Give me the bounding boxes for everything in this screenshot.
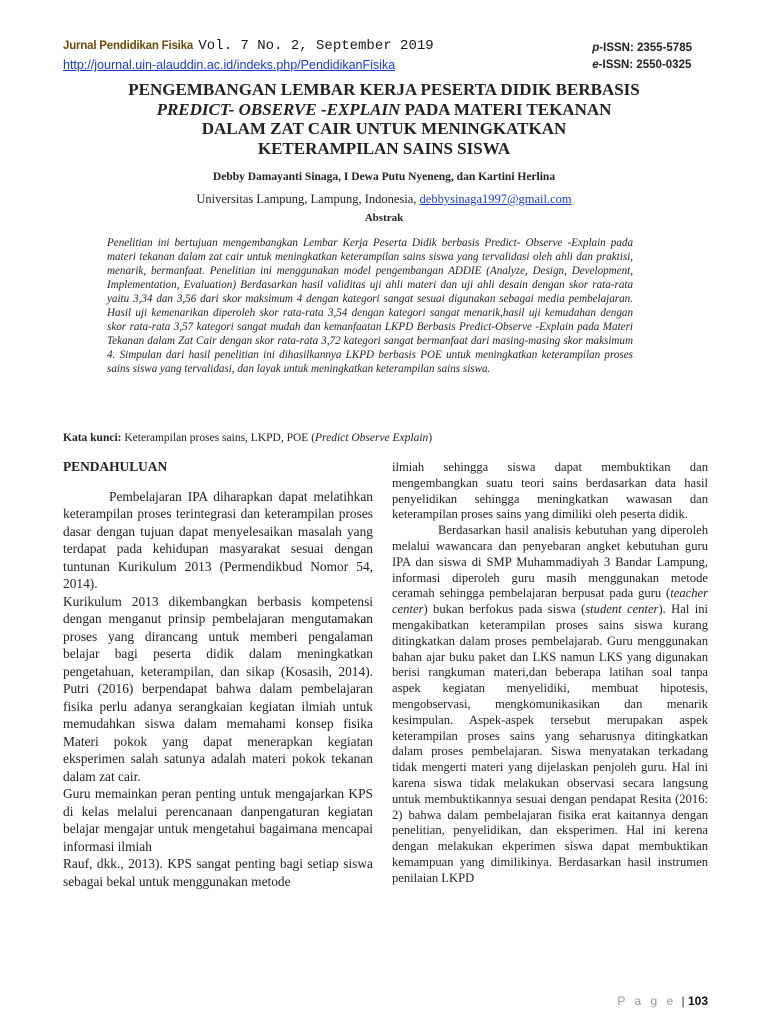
paragraph: Kurikulum 2013 dikembangkan berbasis kompetensi dengan menganut prinsip pembelajaran mengutamakan proses yang dirancang untuk memberi pengalaman belajar bagi peserta didik dalam meningkatkan pengetahuan, keterampilan, dan sikap (Kosasih, 2014). Putri (2016) berpendapat bahwa dalam pembelajaran fisika perlu adanya serangkaian kegiatan ilmiah untuk memudahkan siswa dalam memahami konsep fisika Materi pokok yang dapat menerapkan kegiatan eksperimen salah satunya adalah materi pokok tekanan dalam zat cair. (63, 593, 373, 784)
title-line-2: PREDICT- OBSERVE -EXPLAIN PADA MATERI TEKANAN (156, 99, 612, 119)
page-footer (617, 994, 708, 1008)
affiliation: Universitas Lampung, Lampung, Indonesia, debbysinaga1997@gmail.com (196, 192, 572, 206)
journal-header (63, 37, 434, 74)
journal-volume: Vol. 7 No. 2, September 2019 (198, 38, 434, 54)
title-line-3: DALAM ZAT CAIR UNTUK MENINGKATKAN (201, 119, 567, 138)
abstract-text: Penelitian ini bertujuan mengembangkan Lembar Kerja Peserta Didik berbasis Predict- Observe -Explain pada materi tekanan dalam zat cair untuk meningkatkan keterampilan sains siswa yang tervalidasi oleh ahli dan praktisi, menarik, bermanfaat. Penelitian ini menggunakan model pengembangan ADDIE (Analyze, Design, Development, Implementation, Evaluation) Berdasarkan hasil validitas uji ahli materi dan uji ahli desain dengan skor rata-rata yaitu 3,34 dan 3,56 dari skor maksimum 4 dengan kategori sangat sesuai digunakan sebagai media pembelajaran. Hasil uji kemenarikan diperoleh skor rata-rata 3,54 dengan kategori sangat menarik,hasil uji kemudahan dengan skor rata-rata 3,57 kategori sangat mudah dan kemanfaatan LKPD Berbasis Predict-Observe -Explain pada Materi Tekanan dalam Zat Cair dengan skor rata-rata 3,72 kategori sangat bermanfaat dari masing-masing skor maksimum 4. Simpulan dari hasil penelitian ini dihasilkannya LKPD berbasis POE untuk meningkatkan keterampilan proses sains siswa yang tervalidasi, dan layak untuk meningkatkan keterampilan sains siswa. (107, 237, 633, 375)
issn-block (592, 40, 692, 74)
paragraph: Guru memainkan peran penting untuk mengajarkan KPS di kelas melalui perencanaan danpengaturan kegiatan belajar mengajar untuk mengetahui bagaimana mencapai informasi ilmiah (63, 786, 373, 854)
e-issn: e-ISSN: 2550-0325 (592, 59, 692, 71)
authors: Debby Damayanti Sinaga, I Dewa Putu Nyeneng, dan Kartini Herlina (212, 171, 556, 183)
paper-title (60, 80, 708, 158)
left-column (63, 458, 373, 890)
abstract-heading: Abstrak (364, 212, 404, 224)
paragraph: Pembelajaran IPA diharapkan dapat melatihkan keterampilan proses terintegrasi dan keterampilan proses dasar dengan tujuan dapat menyelesaikan masalah yang terdapat pada kehidupan masyarakat sesuai dengan tuntunan Kurikulum 2013 (Permendikbud Nomor 54, 2014). (63, 488, 373, 591)
section-heading: PENDAHULUAN (63, 459, 168, 474)
keywords: Kata kunci: Keterampilan proses sains, LKPD, POE (Predict Observe Explain) (63, 432, 433, 444)
title-line-1: PENGEMBANGAN LEMBAR KERJA PESERTA DIDIK BERBASIS (128, 80, 640, 99)
right-column (392, 460, 708, 887)
page-separator: | (681, 994, 685, 1008)
email-link[interactable]: debbysinaga1997@gmail.com (419, 192, 572, 206)
page-label: P a g e (617, 994, 677, 1008)
journal-line (63, 37, 434, 55)
p-issn: p-ISSN: 2355-5785 (592, 42, 692, 54)
paragraph: Berdasarkan hasil analisis kebutuhan yang diperoleh melalui wawancara dan penyebaran angket kebutuhan guru IPA dan siswa di SMP Muhammadiyah 3 Bandar Lampung, informasi diperoleh guru masih menggunakan metode ceramah sehingga pembelajaran berpusat pada guru (teacher center) bukan berfokus pada siswa (student center). Hal ini mengakibatkan keterampilan proses sains siswa kurang ditingkatkan dalam proses pembelajarab. Guru menggunakan bahan ajar buku paket dan LKS namun LKS yang digunakan berisi rangkuman materi,dan beberapa latihan soal tanpa aspek kegiatan menyelidiki, membuat hipotesis, mengobservasi, mengkomunikasikan dan menarik kesimpulan. Aspek-aspek tersebut merupakan aspek keterampilan proses sains yang seharusnya ditingkatkan dalam proses pembelajaran. Siswa menyatakan terkadang tidak mengerti materi yang dijelaskan penjoleh guru. Hal ini karena siswa tidak melakukan observasi secara langsung untuk membuktikannya sesuai dengan pendapat Resita (2016: 2) bahwa dalam pembelajaran fisika erat kaitannya dengan penelitian, penyelidikan, dan eksperimen. Hal ini kerena dengan melakukan ekperimen siswa dapat membuktikan kemampuan yang dimilikinya. Berdasarkan hasil instrumen penilaian LKPD (392, 523, 708, 885)
journal-url-link[interactable]: http://journal.uin-alauddin.ac.id/indeks.php/PendidikanFisika (63, 58, 396, 72)
page-number: 103 (687, 994, 708, 1008)
paragraph: ilmiah sehingga siswa dapat membuktikan dan mengembangkan suatu teori sains berdasarkan data hasil penyelidikan sehingga meningkatkan wawasan dan keterampilan proses sains yang dimiliki oleh peserta didik. (392, 460, 708, 522)
journal-name: Jurnal Pendidikan Fisika (63, 40, 194, 52)
paragraph: Rauf, dkk., 2013). KPS sangat penting bagi setiap siswa sebagai bekal untuk menggunakan metode (63, 856, 373, 889)
title-line-4: KETERAMPILAN SAINS SISWA (257, 138, 511, 158)
